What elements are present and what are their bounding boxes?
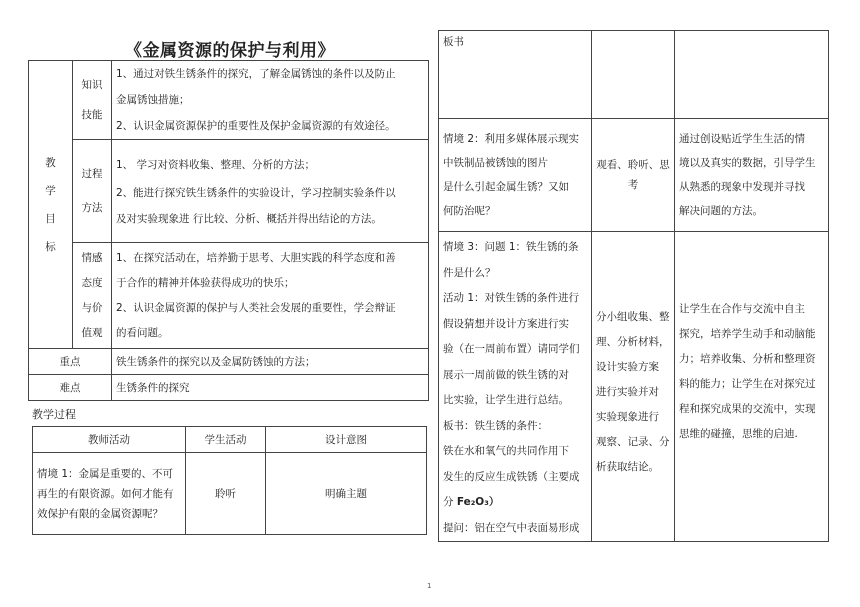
scene3-student-line: 理、分析材料， (596, 336, 670, 348)
scene3-intent-line: 料的能力；让学生在对探究过 (679, 377, 816, 390)
scene3-student (592, 232, 675, 542)
scene1-intent: 明确主题 (266, 453, 427, 535)
scene1-student: 聆听 (186, 453, 266, 535)
header-intent: 设计意图 (266, 427, 427, 453)
scene2-teacher (439, 119, 592, 232)
process-table (32, 426, 427, 535)
document-title: 《金属资源的保护与利用》 (125, 41, 335, 61)
process-label-line: 过程 (81, 168, 103, 180)
scene3-intent-line: 探究，培养学生动手和动脑能 (679, 327, 816, 340)
scene3-line: 发生的反应生成铁锈（主要成 (443, 470, 580, 483)
scene2-intent-line: 通过创设贴近学生生活的情 (679, 133, 805, 145)
process-method-label (73, 140, 112, 243)
knowledge-line: 2、认识金属资源保护的重要性及保护金属资源的有效途径。 (116, 120, 396, 132)
right-table (438, 30, 829, 542)
objectives-label-char: 教 (45, 156, 56, 169)
scene3-student-line: 设计实验方案 (596, 361, 659, 373)
scene3-intent-line: 力；培养收集、分析和整理资 (679, 352, 816, 365)
scene3-student-line: 实验现象进行 (596, 411, 659, 423)
scene3-intent-line: 思维的碰撞，思维的启迪. (679, 427, 798, 440)
scene3-formula-line (443, 490, 587, 516)
iron-oxide-formula: Fe₂O₃） (456, 496, 500, 508)
attitude-label (73, 243, 112, 349)
scene3-line: 比实验，让学生进行总结。 (443, 394, 569, 406)
scene3-line: 提问：铝在空气中表面易形成 (443, 521, 580, 534)
objectives-table (28, 60, 429, 401)
attitude-label-line: 态度 (81, 276, 103, 289)
key-point-label: 重点 (29, 349, 112, 375)
process-line: 及对实验现象进 行比较、分析、概括并得出结论的方法。 (116, 213, 382, 225)
process-line: 2、能进行探究铁生锈条件的实验设计，学习控制实验条件以 (116, 187, 396, 199)
scene2-line: 何防治呢？ (443, 205, 496, 217)
scene1-line: 情境 1：金属是重要的、不可 (37, 467, 174, 480)
scene2-intent-line: 从熟悉的现象中发现并寻找 (679, 181, 805, 193)
scene2-intent (675, 119, 829, 232)
objectives-label (29, 61, 73, 349)
knowledge-label-line: 技能 (81, 109, 103, 121)
scene3-intent-line: 程和探究成果的交流中，实现 (679, 402, 816, 415)
scene2-student-line: 考 (627, 179, 639, 191)
attitude-line: 1、在探究活动在，培养勤于思考、大胆实践的科学态度和善 (116, 251, 396, 264)
scene3-intent (675, 232, 829, 542)
difficulty-label: 难点 (29, 375, 112, 401)
scene2-student-line: 观看、聆听、思 (596, 159, 670, 171)
scene1-line: 效保护有限的金属资源呢？ (37, 507, 163, 520)
page-number: 1 (427, 582, 432, 590)
attitude-label-line: 与价 (81, 301, 103, 314)
scene2-line: 中铁制品被锈蚀的图片 (443, 157, 548, 169)
board-label-cell (439, 31, 592, 119)
board-label: 板书 (443, 36, 464, 48)
scene3-line: 件是什么？ (443, 266, 496, 279)
objectives-label-char: 标 (45, 240, 56, 253)
scene3-line: 铁在水和氧气的共同作用下 (443, 445, 569, 457)
attitude-label-line: 情感 (81, 251, 103, 264)
scene3-line: 情境 3：问题 1：铁生锈的条 (443, 241, 579, 253)
attitude-label-line: 值观 (81, 326, 103, 339)
process-section-label: 教学过程 (32, 408, 76, 421)
scene3-line: 活动 1：对铁生锈的条件进行 (443, 292, 580, 304)
board-empty-3 (675, 31, 829, 119)
knowledge-label (73, 61, 112, 140)
scene2-line: 是什么引起金属生锈？又如 (443, 181, 569, 193)
attitude-line: 2、认识金属资源的保护与人类社会发展的重要性，学会辩证 (116, 301, 396, 314)
scene3-teacher (439, 232, 592, 542)
attitude-line: 的看问题。 (116, 326, 169, 339)
scene2-intent-line: 解决问题的方法。 (679, 205, 763, 217)
scene1-teacher (33, 453, 186, 535)
scene3-student-line: 进行实验并对 (596, 386, 659, 398)
attitude-text (112, 243, 429, 349)
scene3-line: 展示一周前做的铁生锈的对 (443, 368, 569, 381)
process-line: 1、 学习对资料收集、整理、分析的方法； (116, 159, 316, 171)
scene3-line: 板书：铁生锈的条件： (443, 419, 548, 432)
attitude-line: 于合作的精神并体验获得成功的快乐； (116, 276, 295, 289)
formula-prefix: 分 (443, 496, 457, 508)
knowledge-label-line: 知识 (81, 79, 103, 91)
scene3-line: 假设猜想并设计方案进行实 (443, 317, 569, 330)
header-student: 学生活动 (186, 427, 266, 453)
scene2-intent-line: 境以及真实的数据，引导学生 (679, 157, 816, 169)
scene3-line: 验（在一周前布置）请同学们 (443, 343, 580, 355)
scene3-intent-line: 让学生在合作与交流中自主 (679, 302, 805, 315)
objectives-label-char: 学 (45, 184, 56, 197)
scene3-student-line: 观察、记录、分 (596, 436, 670, 448)
process-label-line: 方法 (81, 202, 103, 214)
knowledge-text (112, 61, 429, 140)
scene1-line: 再生的有限资源。如何才能有 (37, 487, 174, 500)
key-point-text: 铁生锈条件的探究以及金属防锈蚀的方法； (112, 349, 429, 375)
scene3-student-line: 析获取结论。 (596, 461, 659, 473)
objectives-label-char: 目 (45, 212, 56, 225)
scene2-line: 情境 2：利用多媒体展示现实 (443, 133, 580, 145)
difficulty-text: 生锈条件的探究 (112, 375, 429, 401)
board-empty-2 (592, 31, 675, 119)
knowledge-line: 1、通过对铁生锈条件的探究，了解金属锈蚀的条件以及防止 (116, 68, 396, 80)
scene2-student (592, 119, 675, 232)
process-method-text (112, 140, 429, 243)
header-teacher: 教师活动 (33, 427, 186, 453)
scene3-student-line: 分小组收集、整 (596, 311, 670, 323)
knowledge-line: 金属锈蚀措施； (116, 94, 190, 106)
